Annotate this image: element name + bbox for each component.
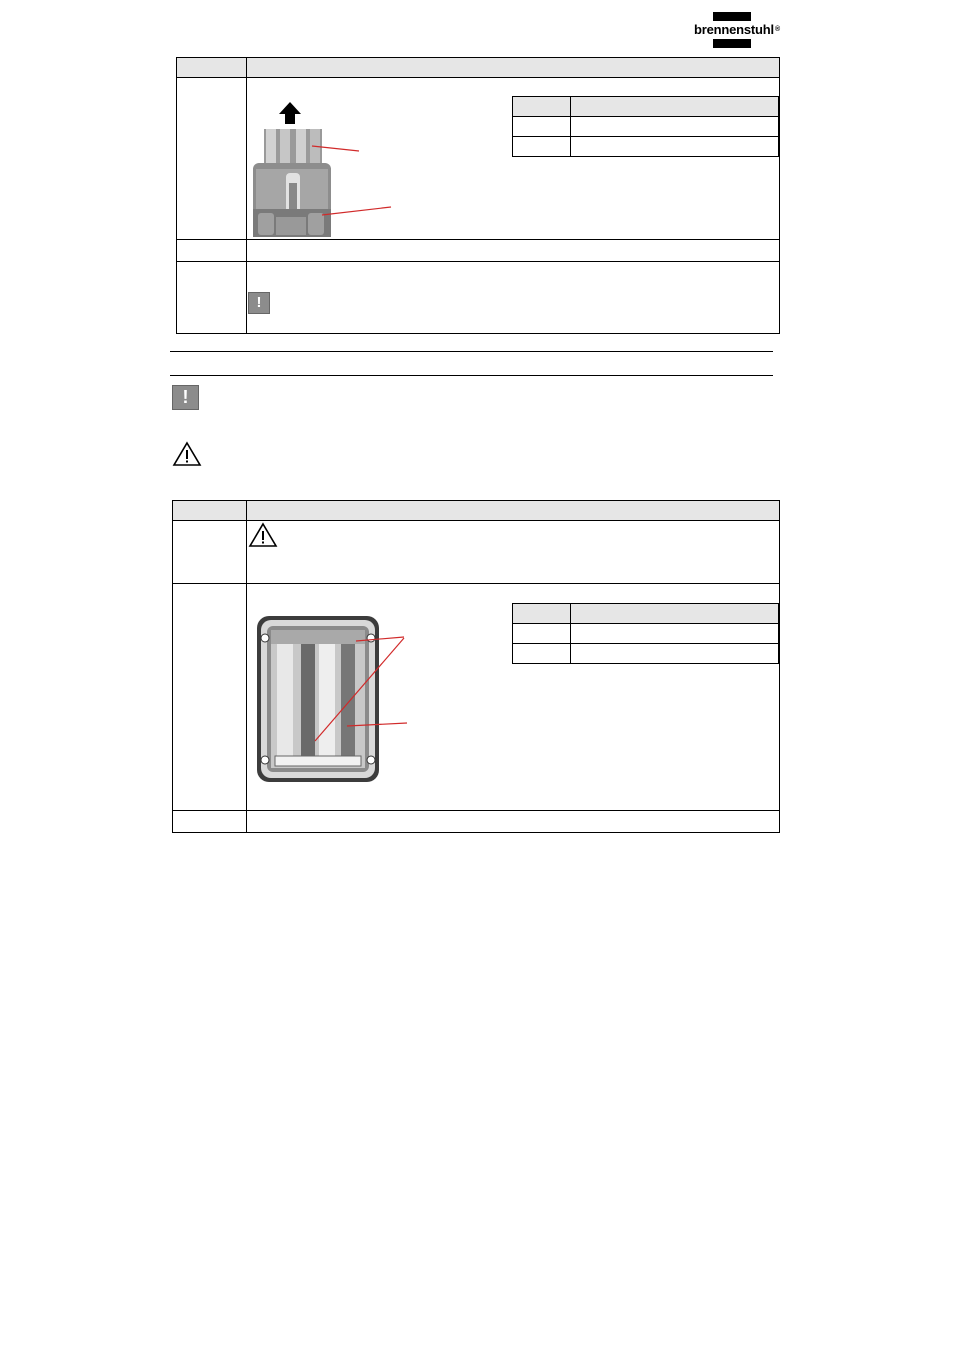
legend-header-row [513,97,779,117]
table-row [177,262,780,334]
step-content-cell [247,78,780,240]
warning-triangle-icon [248,522,278,548]
legend-row [513,624,779,644]
table-row [173,584,780,811]
step-content-cell [247,584,780,811]
legend-cell [571,97,779,117]
legend-cell [513,624,571,644]
exclamation-note-icon: ! [248,292,270,314]
exclamation-note-icon: ! [172,385,199,410]
legend-row [513,117,779,137]
table-row [173,521,780,584]
legend-table [512,96,779,157]
table-header-row [173,501,780,521]
legend-cell [571,624,779,644]
table-header-cell [173,501,247,521]
section-rule-bottom [170,375,773,376]
legend-header-row [513,604,779,624]
table-row [177,240,780,262]
legend-cell [513,604,571,624]
table-header-cell [247,501,780,521]
step-content-cell [247,262,780,334]
legend-cell [571,117,779,137]
step-number-cell [173,584,247,811]
step-number-cell [173,811,247,833]
step-number-cell [177,240,247,262]
logo-bar-top [713,12,751,21]
up-arrow-icon [279,102,301,124]
table-header-row [177,58,780,78]
step-number-cell [177,78,247,240]
legend-cell [513,644,571,664]
connector-insert-image [253,129,331,237]
table-row [173,811,780,833]
callout-line [322,207,391,215]
legend-table [512,603,779,664]
legend-cell [513,97,571,117]
legend-cell [571,137,779,157]
step-content-cell [247,811,780,833]
legend-cell [513,117,571,137]
housing-figure [255,614,425,784]
table-header-cell [247,58,780,78]
brennenstuhl-logo [693,12,779,50]
step-content-cell [247,240,780,262]
step-content-cell [247,521,780,584]
legend-cell [571,604,779,624]
steps-table-1 [176,57,780,334]
legend-cell [571,644,779,664]
table-header-cell [177,58,247,78]
step-number-cell [177,262,247,334]
warning-triangle-icon [172,441,202,467]
section-rule-top [170,351,773,352]
logo-bar-bottom [713,39,751,48]
legend-row [513,137,779,157]
step-number-cell [173,521,247,584]
legend-cell [513,137,571,157]
legend-row [513,644,779,664]
logo-wordmark: brennenstuhl® [694,22,780,37]
table-row [177,78,780,240]
steps-table-2 [172,500,780,833]
connector-figure [250,99,400,239]
